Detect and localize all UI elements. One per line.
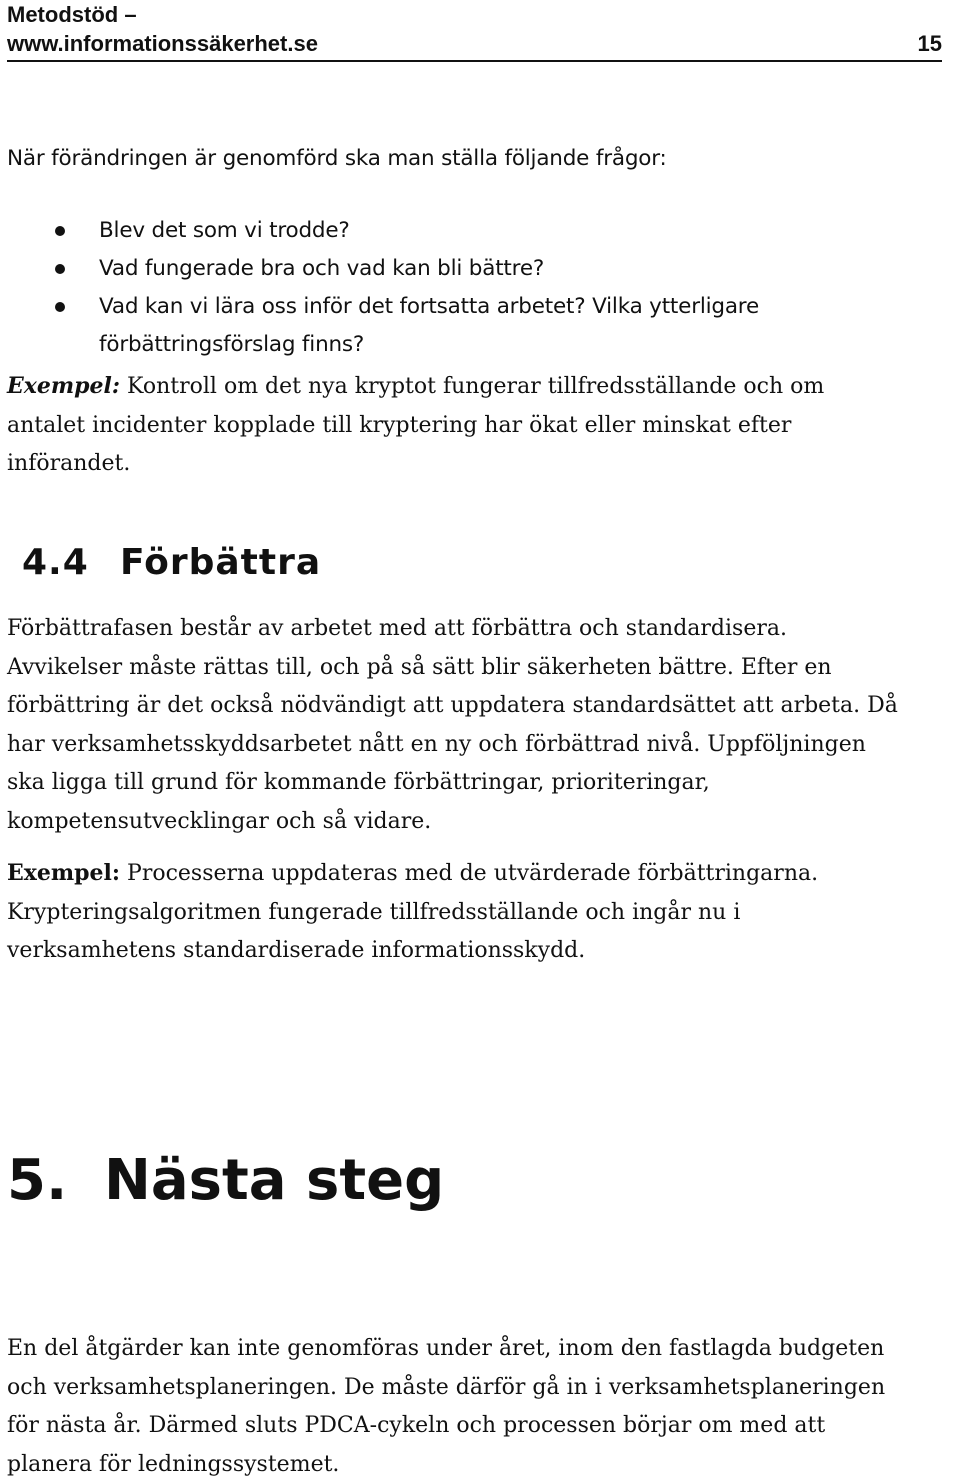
chapter-number: 5. <box>7 1148 68 1213</box>
chapter-5-paragraph: En del åtgärder kan inte genomföras under året, inom den fastlagda budgeten och verksamhetsplaneringen. De måste därför gå in i verksamhetsplaneringen för nästa år. Därmed sluts PDCA-cykeln och processen börjar om med att planera för ledningssystemet. <box>7 1336 886 1477</box>
list-item: Vad kan vi lära oss inför det fortsatta arbetet? Vilka ytterligare <box>0 288 759 326</box>
example-label: Exempel: <box>7 860 121 886</box>
header-title: Metodstöd – <box>7 2 137 27</box>
list-item: Vad fungerade bra och vad kan bli bättre? <box>0 250 759 288</box>
chapter-heading-5 <box>7 1146 444 1216</box>
example-label: Exempel: <box>7 373 121 399</box>
bullet-icon <box>55 226 65 236</box>
section-number: 4.4 <box>22 542 89 583</box>
section-4-4-paragraph: Förbättrafasen består av arbetet med att förbättra och standardisera. Avvikelser måste rättas till, och på så sätt blir säkerheten bättre. Efter en förbättring är det också nödvändigt att uppdatera standardsättet att arbeta. Då har verksamhetsskyddsarbetet nått en ny och förbättrad nivå. Uppföljningen ska ligga till grund för kommande förbättringar, prioriteringar, kompetensutvecklingar och så vidare. <box>7 616 898 834</box>
list-item: Blev det som vi trodde? <box>0 212 759 250</box>
bullet-icon <box>55 302 65 312</box>
example-paragraph-2: Exempel: Processerna uppdateras med de utvärderade förbättringarna. Krypteringsalgoritmen fungerade tillfredsställande och ingår nu i verksamhetens standardiserade informationsskydd. <box>7 860 819 963</box>
bullet-icon <box>55 264 65 274</box>
chapter-title: Nästa steg <box>104 1148 445 1213</box>
intro-text: När förändringen är genomförd ska man ställa följande frågor: <box>7 146 667 171</box>
example-paragraph-1: Exempel: Kontroll om det nya kryptot fungerar tillfredsställande och om antalet incidenter kopplade till kryptering har ökat eller minskat efter införandet. <box>7 373 825 476</box>
section-heading-4-4 <box>22 539 321 587</box>
section-title: Förbättra <box>120 542 322 583</box>
header-website: www.informationssäkerhet.se <box>7 31 318 56</box>
page-number: 15 <box>917 31 942 56</box>
list-item-continuation: förbättringsförslag finns? <box>99 332 365 357</box>
question-list <box>0 212 759 364</box>
page-header <box>7 0 942 62</box>
